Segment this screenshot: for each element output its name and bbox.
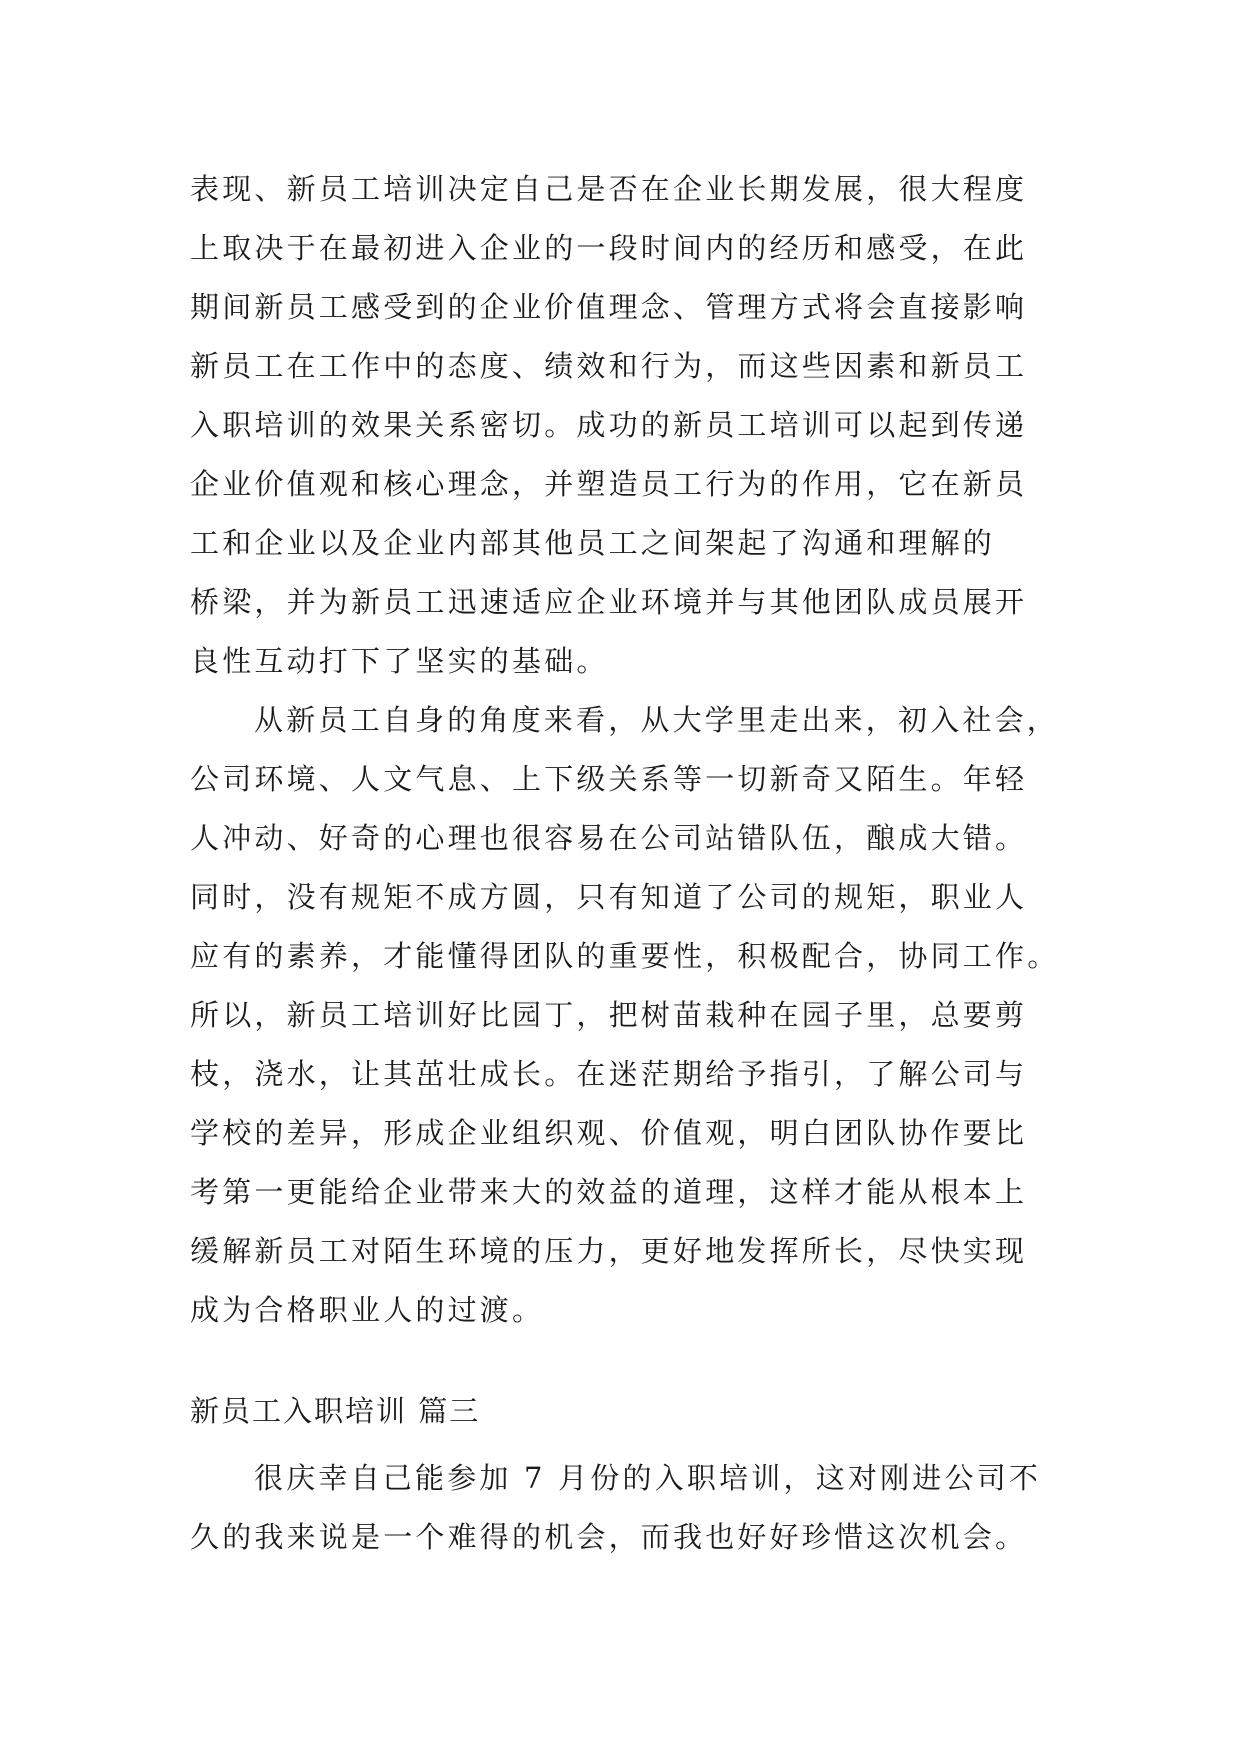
paragraph-line: 很庆幸自己能参加 7 月份的入职培训，这对刚进公司不 (254, 1461, 1042, 1495)
paragraph-line: 同时，没有规矩不成方圆，只有知道了公司的规矩，职业人 (190, 880, 1028, 914)
paragraph-line: 成为合格职业人的过渡。 (190, 1293, 545, 1327)
paragraph-line: 从新员工自身的角度来看，从大学里走出来，初入社会， (254, 703, 1060, 737)
paragraph-line: 学校的差异，形成企业组织观、价值观，明白团队协作要比 (190, 1116, 1028, 1150)
paragraph-line: 久的我来说是一个难得的机会，而我也好好珍惜这次机会。 (190, 1520, 1028, 1554)
paragraph-1 (190, 160, 1060, 691)
paragraph-line: 枝，浇水，让其茁壮成长。在迷茫期给予指引，了解公司与 (190, 1057, 1028, 1091)
paragraph-line: 公司环境、人文气息、上下级关系等一切新奇又陌生。年轻 (190, 762, 1028, 796)
paragraph-line: 新员工在工作中的态度、绩效和行为，而这些因素和新员工 (190, 349, 1028, 383)
paragraph-line: 企业价值观和核心理念，并塑造员工行为的作用，它在新员 (190, 467, 1028, 501)
paragraph-2 (190, 691, 1060, 1340)
paragraph-line: 所以，新员工培训好比园丁，把树苗栽种在园子里，总要剪 (190, 998, 1028, 1032)
document-body (190, 160, 1060, 1567)
paragraph-line: 人冲动、好奇的心理也很容易在公司站错队伍，酿成大错。 (190, 821, 1028, 855)
paragraph-3 (190, 1449, 1060, 1567)
paragraph-line: 上取决于在最初进入企业的一段时间内的经历和感受，在此 (190, 231, 1028, 265)
paragraph-line: 表现、新员工培训决定自己是否在企业长期发展，很大程度 (190, 172, 1028, 206)
paragraph-line: 期间新员工感受到的企业价值理念、管理方式将会直接影响 (190, 290, 1028, 324)
paragraph-line: 良性互动打下了坚实的基础。 (190, 644, 609, 678)
paragraph-line: 桥梁，并为新员工迅速适应企业环境并与其他团队成员展开 (190, 585, 1028, 619)
paragraph-line: 入职培训的效果关系密切。成功的新员工培训可以起到传递 (190, 408, 1028, 442)
paragraph-line: 考第一更能给企业带来大的效益的道理，这样才能从根本上 (190, 1175, 1028, 1209)
paragraph-line: 工和企业以及企业内部其他员工之间架起了沟通和理解的 (190, 526, 996, 560)
paragraph-line: 缓解新员工对陌生环境的压力，更好地发挥所长，尽快实现 (190, 1234, 1028, 1268)
section-heading: 新员工入职培训 篇三 (190, 1394, 481, 1428)
paragraph-line: 应有的素养，才能懂得团队的重要性，积极配合，协同工作。 (190, 939, 1060, 973)
